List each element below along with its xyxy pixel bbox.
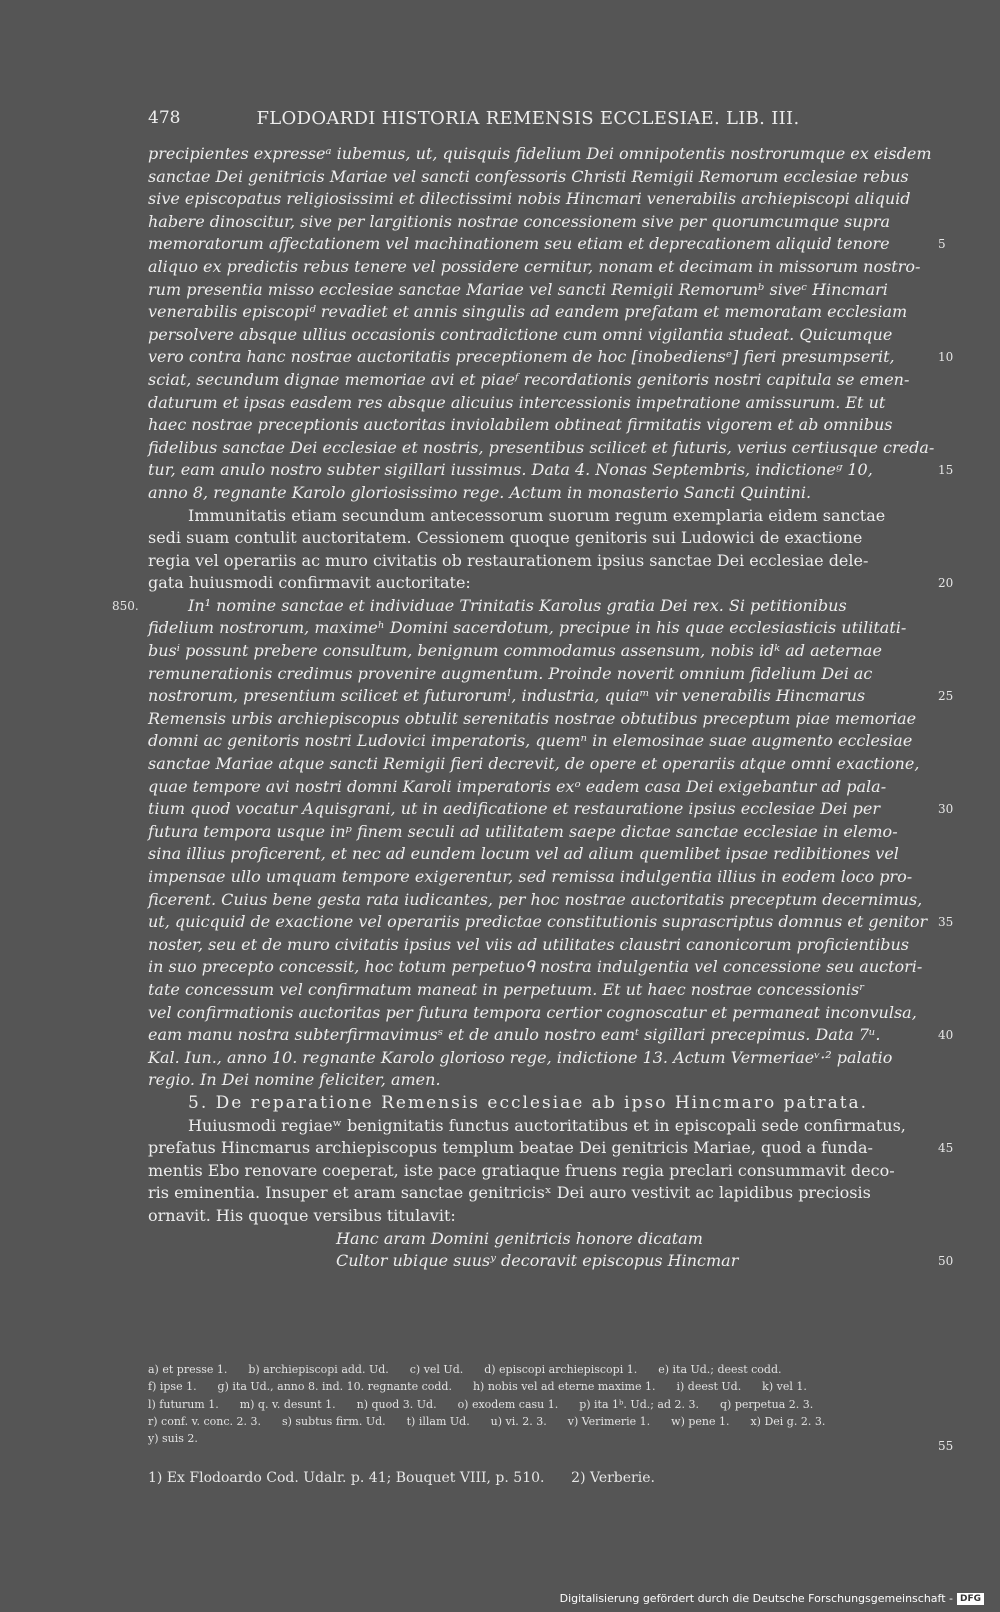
text-line: [148, 1047, 928, 1070]
text-line: [148, 166, 928, 189]
text-line: [148, 821, 928, 844]
section-heading: [148, 1092, 928, 1115]
line-number: 40: [938, 1028, 954, 1043]
line-text: mentis Ebo renovare coeperat, iste pace gratiaque fruens regia preclari consummavit deco-: [148, 1160, 895, 1180]
text-line: [148, 1205, 928, 1228]
text-line: [148, 843, 928, 866]
line-text: regia vel operariis ac muro civitatis ob restaurationem ipsius sanctae Dei ecclesiae dele-: [148, 550, 869, 570]
line-text: sciat, secundum dignae memoriae avi et piaeᶠ recordationis genitoris nostri capitula se emen-: [148, 369, 910, 389]
main-text: [112, 143, 954, 1273]
line-text: fidelium nostrorum, maximeʰ Domini sacerdotum, precipue in his quae ecclesiasticis utilitati-: [148, 618, 907, 638]
line-text: Huiusmodi regiaeʷ benignitatis functus auctoritatibus et in episcopali sede confirmatus,: [188, 1115, 906, 1135]
text-line: [148, 279, 928, 302]
line-text: sedi suam contulit auctoritatem. Cessionem quoque genitoris sui Ludowici de exactione: [148, 528, 863, 548]
footnotes: 1) Ex Flodoardo Cod. Udalr. p. 41; Bouquet VIII, p. 510. 2) Verberie.: [148, 1470, 655, 1486]
text-line: [148, 143, 932, 166]
text-line: [148, 392, 928, 415]
apparatus-text: a) et presse 1. b) archiepiscopi add. Ud. c) vel Ud. d) episcopi archiepiscopi 1. e) ita Ud.; deest codd.: [148, 1363, 782, 1376]
line-text: Remensis urbis archiepiscopus obtulit serenitatis nostrae obtutibus preceptum piae memoriae: [148, 708, 917, 728]
text-line: [148, 934, 928, 957]
text-line: [148, 979, 928, 1002]
running-header: [148, 108, 908, 132]
verse-line: [148, 1250, 954, 1273]
line-number: 5: [938, 237, 946, 252]
text-line: [148, 911, 954, 934]
line-text: sina illius proficerent, et nec ad eundem locum vel ad alium quemlibet ipsae redibitiones vel: [148, 844, 899, 864]
text-line: [148, 346, 954, 369]
text-line: [148, 1160, 928, 1183]
text-line: [148, 414, 928, 437]
apparatus-line: [148, 1430, 954, 1454]
critical-apparatus: [148, 1361, 954, 1454]
line-text: venerabilis episcopiᵈ revadiet et annis singulis ad eandem prefatam et memoratam ecclesiam: [148, 302, 908, 322]
text-line: [148, 1137, 954, 1160]
line-text: anno 8, regnante Karolo gloriosissimo rege. Actum in monasterio Sancti Quintini.: [148, 482, 812, 502]
line-text: ut, quicquid de exactione vel operariis predictae constitutionis suprascriptus domnus et genitor: [148, 912, 928, 932]
margin-year: 850.: [112, 598, 139, 613]
line-number: 25: [938, 689, 954, 704]
text-line: [148, 301, 928, 324]
line-text: tium quod vocatur Aquisgrani, ut in aedificatione et restauratione ipsius ecclesiae Dei per: [148, 799, 880, 819]
text-line: [148, 866, 928, 889]
line-text: eam manu nostra subterfirmavimusˢ et de anulo nostro eamᵗ sigillari precepimus. Data 7ᵘ.: [148, 1025, 881, 1045]
line-text: remunerationis credimus provenire augmentum. Proinde noverit omnium fidelium Dei ac: [148, 663, 873, 683]
text-line: [148, 798, 954, 821]
text-line: [148, 324, 928, 347]
line-text: busⁱ possunt prebere consultum, benignum commodamus assensum, nobis idᵏ ad aeternae: [148, 641, 882, 661]
line-number: 55: [938, 1439, 954, 1454]
text-line: [148, 527, 928, 550]
line-text: daturum et ipsas easdem res absque alicuius intercessionis impetratione amissurum. Et ut: [148, 392, 886, 412]
line-text: precipientes expresseᵃ iubemus, ut, quisquis fidelium Dei omnipotentis nostrorumque ex eisdem: [148, 144, 932, 163]
line-text: quae tempore avi nostri domni Karoli imperatoris exᵒ eadem casa Dei exigebantur ad pala-: [148, 776, 887, 796]
line-number: 30: [938, 802, 954, 817]
line-text: ficerent. Cuius bene gesta rata iudicantes, per hoc nostrae auctoritatis preceptum decernimus,: [148, 889, 923, 909]
text-line: [148, 572, 954, 595]
credit-text: Digitalisierung gefördert durch die Deutsche Forschungsgemeinschaft -: [559, 1592, 953, 1605]
text-line: [148, 776, 928, 799]
line-text: domni ac genitoris nostri Ludovici imperatoris, quemⁿ in elemosinae suae augmento ecclesiae: [148, 731, 913, 751]
line-text: sanctae Dei genitricis Mariae vel sancti confessoris Christi Remigii Remorum ecclesiae rebus: [148, 166, 909, 186]
text-line: [148, 1115, 928, 1138]
apparatus-text: r) conf. v. conc. 2. 3. s) subtus firm. Ud. t) illam Ud. u) vi. 2. 3. v) Verimerie 1. w) pene 1. x) Dei g. 2. 3.: [148, 1414, 826, 1428]
line-text: Kal. Iun., anno 10. regnante Karolo glorioso rege, indictione 13. Actum Vermeriaeᵛ·² palatio: [148, 1047, 893, 1067]
line-text: habere dinoscitur, sive per largitionis nostrae concessionem sive per quorumcumque supra: [148, 211, 891, 231]
line-text: In¹ nomine sanctae et individuae Trinitatis Karolus gratia Dei rex. Si petitionibus: [188, 595, 847, 615]
text-line: [148, 459, 954, 482]
apparatus-text: y) suis 2.: [148, 1432, 198, 1446]
text-line: [148, 256, 928, 279]
text-line: [148, 956, 928, 979]
line-text: impensae ullo umquam tempore exigerentur, sed remissa indulgentia illius in eodem loco pro-: [148, 867, 913, 886]
line-text: futura tempora usque inᵖ finem seculi ad utilitatem saepe dictae sanctae ecclesiae in elemo-: [148, 821, 898, 841]
line-text: fidelibus sanctae Dei ecclesiae et nostris, presentibus scilicet et futuris, verius certiusque creda-: [148, 437, 935, 457]
apparatus-line: [148, 1361, 938, 1378]
line-text: tur, eam anulo nostro subter sigillari iussimus. Data 4. Nonas Septembris, indictioneᵍ 10,: [148, 460, 873, 480]
apparatus-line: [148, 1378, 938, 1395]
line-text: prefatus Hincmarus archiepiscopus templum beatae Dei genitricis Mariae, quod a funda-: [148, 1138, 873, 1158]
line-text: haec nostrae preceptionis auctoritas inviolabilem obtineat firmitatis vigorem et ab omnibus: [148, 415, 893, 435]
line-text: Cultor ubique suusʸ decoravit episcopus Hincmar: [336, 1251, 739, 1271]
text-line: [148, 505, 928, 528]
text-line: [148, 369, 928, 392]
text-line: [148, 685, 954, 708]
line-text: sanctae Mariae atque sancti Remigii fieri decrevit, de opere et operariis atque omni exactione,: [148, 754, 920, 774]
text-line: [148, 482, 928, 505]
line-text: ornavit. His quoque versibus titulavit:: [148, 1205, 456, 1225]
line-text: gata huiusmodi confirmavit auctoritate:: [148, 573, 471, 593]
line-text: vero contra hanc nostrae auctoritatis preceptionem de hoc [inobediensᵉ] fieri presumpserit,: [148, 347, 895, 367]
line-text: 5. De reparatione Remensis ecclesiae ab ipso Hincmaro patrata.: [188, 1092, 869, 1113]
line-number: 50: [938, 1254, 954, 1269]
line-number: 15: [938, 463, 954, 478]
line-number: 35: [938, 915, 954, 930]
running-title: FLODOARDI HISTORIA REMENSIS ECCLESIAE. LIB. III.: [256, 108, 800, 129]
page-number: 478: [148, 108, 181, 128]
line-text: in suo precepto concessit, hoc totum perpetuoᑫ nostra indulgentia vel concessione seu auctori-: [148, 957, 923, 977]
text-line: [112, 595, 928, 618]
line-text: Immunitatis etiam secundum antecessorum suorum regum exemplaria eidem sanctae: [188, 505, 886, 525]
line-text: aliquo ex predictis rebus tenere vel possidere cernitur, nonam et decimam in missorum nostro-: [148, 256, 921, 276]
text-line: [148, 753, 928, 776]
dfg-logo: DFG: [957, 1593, 984, 1605]
apparatus-text: f) ipse 1. g) ita Ud., anno 8. ind. 10. regnante codd. h) nobis vel ad eterne maxime 1. i) deest Ud. k) vel 1.: [148, 1380, 807, 1394]
text-line: [148, 1069, 928, 1092]
line-number: 10: [938, 350, 954, 365]
text-line: [148, 1002, 928, 1025]
text-line: [148, 1024, 954, 1047]
line-text: nostrorum, presentium scilicet et futurorumˡ, industria, quiaᵐ vir venerabilis Hincmarus: [148, 686, 866, 706]
line-text: ris eminentia. Insuper et aram sanctae genitricisˣ Dei auro vestivit ac lapidibus preciosis: [148, 1183, 871, 1203]
text-line: [148, 1182, 928, 1205]
text-line: [148, 233, 946, 256]
line-text: sive episcopatus religiosissimi et dilectissimi nobis Hincmari venerabilis archiepiscopi aliquid: [148, 189, 911, 209]
line-text: regio. In Dei nomine feliciter, amen.: [148, 1070, 441, 1090]
digitization-credit: [560, 1592, 984, 1605]
line-text: persolvere absque ullius occasionis contradictione cum omni vigilantia studeat. Quicumque: [148, 324, 893, 344]
text-line: [148, 437, 935, 460]
text-line: [148, 188, 928, 211]
text-line: [148, 663, 928, 686]
line-text: Hanc aram Domini genitricis honore dicatam: [336, 1228, 703, 1248]
apparatus-text: l) futurum 1. m) q. v. desunt 1. n) quod 3. Ud. o) exodem casu 1. p) ita 1ᵇ. Ud.; ad 2. 3. q) perpetua 2. 3.: [148, 1397, 814, 1411]
line-text: tate concessum vel confirmatum maneat in perpetuum. Et ut haec nostrae concessionisʳ: [148, 979, 865, 999]
line-number: 20: [938, 576, 954, 591]
line-text: memoratorum affectationem vel machinationem seu etiam et deprecationem aliquid tenore: [148, 234, 890, 254]
text-line: [148, 708, 928, 731]
line-number: 45: [938, 1141, 954, 1156]
line-text: noster, seu et de muro civitatis ipsius vel viis ad utilitates claustri canonicorum proficientibus: [148, 934, 909, 954]
apparatus-line: [148, 1396, 938, 1413]
text-line: [148, 730, 928, 753]
verse-line: [148, 1228, 928, 1251]
text-line: [148, 550, 928, 573]
line-text: vel confirmationis auctoritas per futura tempora certior cognoscatur et permaneat inconvulsa,: [148, 1002, 917, 1022]
apparatus-line: [148, 1413, 938, 1430]
text-line: [148, 211, 928, 234]
line-text: rum presentia misso ecclesiae sanctae Mariae vel sancti Remigii Remorumᵇ siveᶜ Hincmari: [148, 279, 888, 299]
text-line: [148, 640, 928, 663]
text-line: [148, 889, 928, 912]
text-line: [148, 617, 928, 640]
